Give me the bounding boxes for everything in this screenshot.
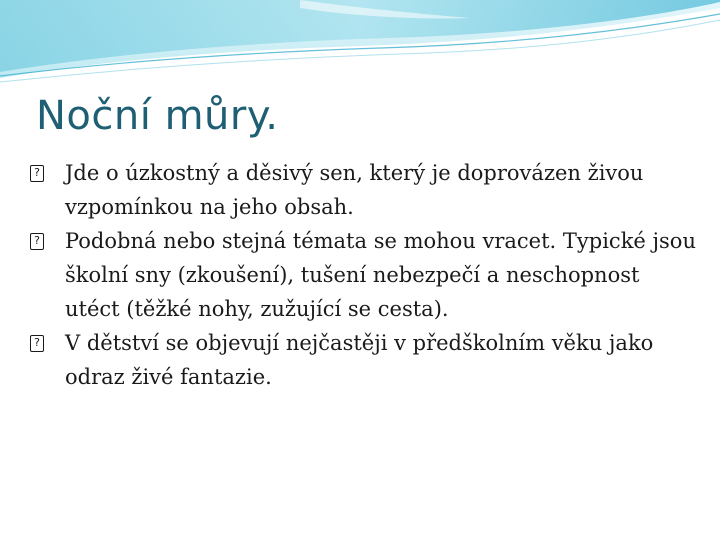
- missing-glyph-bullet-icon: ?: [30, 335, 44, 352]
- missing-glyph-bullet-icon: ?: [30, 233, 44, 250]
- bullet-text: V dětství se objevují nejčastěji v předškolním věku jako odraz živé fantazie.: [65, 331, 654, 389]
- bullet-item: [30, 326, 700, 394]
- missing-glyph-bullet-icon: ?: [30, 165, 44, 182]
- bullet-item: [30, 224, 700, 326]
- bullet-text: Podobná nebo stejná témata se mohou vracet. Typické jsou školní sny (zkoušení), tušení nebezpečí a neschopnost utéct (těžké nohy, zužující se cesta).: [65, 229, 696, 321]
- wave-header-decoration: [0, 0, 720, 90]
- bullet-text: Jde o úzkostný a děsivý sen, který je doprovázen živou vzpomínkou na jeho obsah.: [65, 161, 644, 219]
- slide-title: Noční můry.: [36, 93, 279, 139]
- bullet-list: [30, 156, 700, 394]
- bullet-item: [30, 156, 700, 224]
